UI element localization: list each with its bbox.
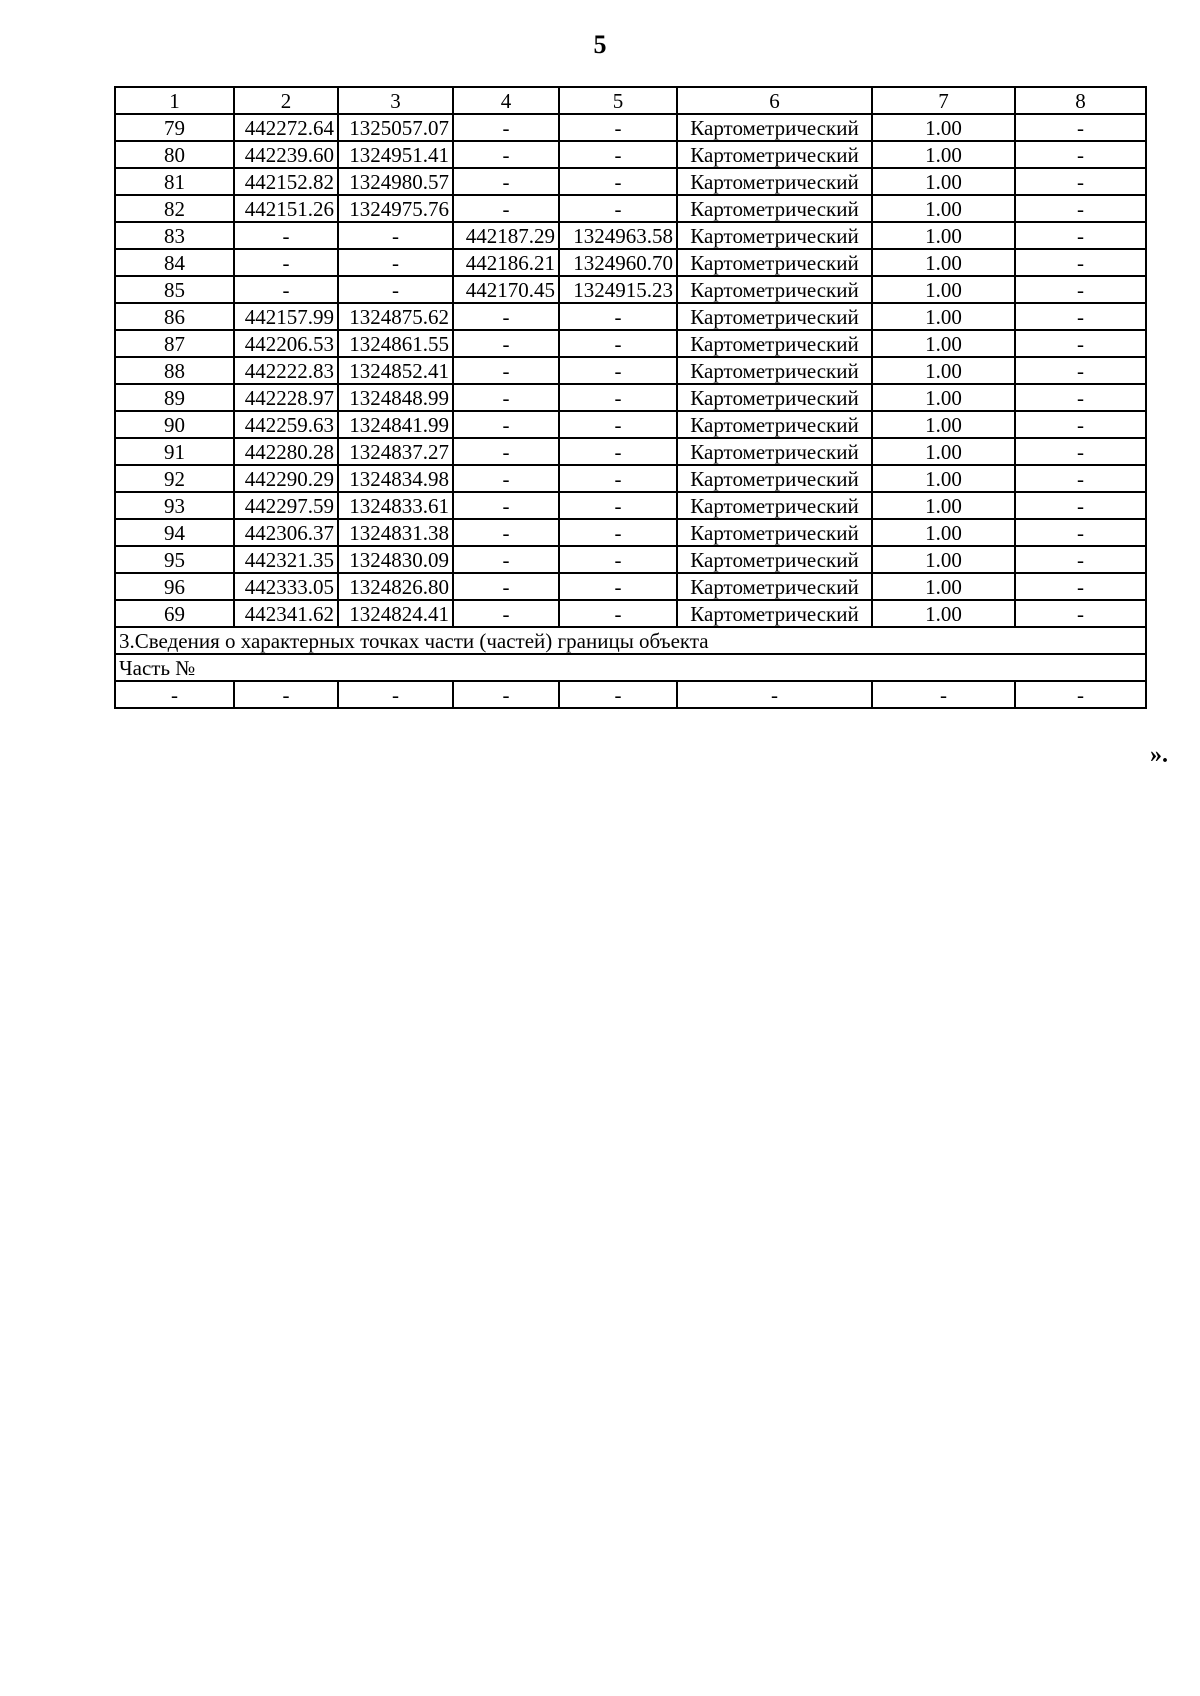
table-cell: 1.00	[872, 303, 1015, 330]
table-cell: Картометрический	[677, 438, 872, 465]
page-number: 5	[593, 30, 607, 59]
closing-quote-mark: ».	[1150, 742, 1168, 768]
table-cell: -	[559, 519, 677, 546]
table-cell: -	[559, 384, 677, 411]
table-cell: -	[1015, 465, 1146, 492]
table-cell: Картометрический	[677, 141, 872, 168]
table-cell: -	[559, 303, 677, 330]
table-cell: -	[559, 330, 677, 357]
table-cell: -	[453, 573, 559, 600]
table-cell: Картометрический	[677, 195, 872, 222]
table-cell: Картометрический	[677, 546, 872, 573]
table-cell: -	[1015, 573, 1146, 600]
table-cell: -	[234, 222, 338, 249]
table-cell: 1324848.99	[338, 384, 453, 411]
table-row	[115, 114, 1146, 141]
table-cell: 442157.99	[234, 303, 338, 330]
table-cell: -	[559, 195, 677, 222]
header-cell: 7	[872, 87, 1015, 114]
table-cell: -	[1015, 114, 1146, 141]
table-cell: 91	[115, 438, 234, 465]
table-cell: 86	[115, 303, 234, 330]
table-cell: 442333.05	[234, 573, 338, 600]
empty-cell: -	[115, 681, 234, 708]
table-cell: 1324875.62	[338, 303, 453, 330]
table-cell: 442239.60	[234, 141, 338, 168]
table-cell: 1.00	[872, 114, 1015, 141]
table-cell: 90	[115, 411, 234, 438]
table-cell: 1324963.58	[559, 222, 677, 249]
table-cell: 1.00	[872, 195, 1015, 222]
table-cell: -	[453, 519, 559, 546]
table-cell: 1.00	[872, 357, 1015, 384]
table-row	[115, 492, 1146, 519]
table-cell: -	[1015, 168, 1146, 195]
table-cell: 1324960.70	[559, 249, 677, 276]
table-cell: -	[1015, 492, 1146, 519]
part-label: Часть №	[115, 654, 1146, 681]
table-cell: 442297.59	[234, 492, 338, 519]
table-cell: 442306.37	[234, 519, 338, 546]
header-cell: 1	[115, 87, 234, 114]
part-label-row	[115, 654, 1146, 681]
table-row	[115, 384, 1146, 411]
table-cell: -	[338, 249, 453, 276]
table-cell: Картометрический	[677, 303, 872, 330]
part-section	[115, 627, 1146, 708]
header-row	[115, 87, 1146, 114]
table-cell: -	[1015, 600, 1146, 627]
table-cell: 80	[115, 141, 234, 168]
table-row	[115, 465, 1146, 492]
header-cell: 8	[1015, 87, 1146, 114]
table-cell: Картометрический	[677, 357, 872, 384]
table-cell: -	[559, 600, 677, 627]
table-row	[115, 195, 1146, 222]
header-cell: 4	[453, 87, 559, 114]
empty-cell: -	[872, 681, 1015, 708]
table-cell: Картометрический	[677, 519, 872, 546]
table-cell: 1324980.57	[338, 168, 453, 195]
table-cell: -	[453, 357, 559, 384]
table-cell: -	[453, 141, 559, 168]
table-cell: 442151.26	[234, 195, 338, 222]
table-cell: -	[559, 465, 677, 492]
table-row	[115, 411, 1146, 438]
table-cell: 442280.28	[234, 438, 338, 465]
table-cell: 1.00	[872, 465, 1015, 492]
table-cell: 442222.83	[234, 357, 338, 384]
coordinates-table	[114, 86, 1147, 709]
table-cell: -	[559, 168, 677, 195]
table-cell: -	[1015, 411, 1146, 438]
table-cell: Картометрический	[677, 465, 872, 492]
table-cell: 1.00	[872, 573, 1015, 600]
table-cell: 1324975.76	[338, 195, 453, 222]
table-cell: 69	[115, 600, 234, 627]
table-cell: 1324861.55	[338, 330, 453, 357]
table-cell: Картометрический	[677, 492, 872, 519]
table-row	[115, 600, 1146, 627]
table-cell: 1325057.07	[338, 114, 453, 141]
table-row	[115, 546, 1146, 573]
table-cell: 84	[115, 249, 234, 276]
table-cell: 95	[115, 546, 234, 573]
table-cell: 1324915.23	[559, 276, 677, 303]
table-cell: -	[559, 573, 677, 600]
table-cell: 1.00	[872, 438, 1015, 465]
table-cell: 442186.21	[453, 249, 559, 276]
table-cell: -	[1015, 222, 1146, 249]
table-cell: 442170.45	[453, 276, 559, 303]
empty-cell: -	[338, 681, 453, 708]
table-cell: 89	[115, 384, 234, 411]
section-title-row	[115, 627, 1146, 654]
table-row	[115, 141, 1146, 168]
table-cell: 82	[115, 195, 234, 222]
table-cell: 92	[115, 465, 234, 492]
table-cell: -	[453, 492, 559, 519]
table-cell: 1.00	[872, 276, 1015, 303]
empty-part-row	[115, 681, 1146, 708]
table-cell: -	[1015, 384, 1146, 411]
table-cell: -	[453, 330, 559, 357]
table-row	[115, 249, 1146, 276]
table-cell: 1324841.99	[338, 411, 453, 438]
table-cell: 1324826.80	[338, 573, 453, 600]
table-cell: -	[1015, 141, 1146, 168]
table-cell: 93	[115, 492, 234, 519]
empty-cell: -	[234, 681, 338, 708]
table-cell: -	[1015, 303, 1146, 330]
table-cell: -	[559, 141, 677, 168]
table-cell: 1324852.41	[338, 357, 453, 384]
table-cell: 442272.64	[234, 114, 338, 141]
table-cell: -	[559, 438, 677, 465]
table-cell: 1.00	[872, 600, 1015, 627]
header-cell: 6	[677, 87, 872, 114]
table-cell: 1.00	[872, 168, 1015, 195]
table-row	[115, 168, 1146, 195]
table-cell: 1.00	[872, 384, 1015, 411]
table-cell: -	[234, 249, 338, 276]
table-cell: -	[559, 492, 677, 519]
table-cell: -	[453, 465, 559, 492]
table-cell: -	[453, 384, 559, 411]
table-cell: 1.00	[872, 546, 1015, 573]
table-cell: 1324833.61	[338, 492, 453, 519]
table-cell: 1324837.27	[338, 438, 453, 465]
header-cell: 3	[338, 87, 453, 114]
table-cell: Картометрический	[677, 411, 872, 438]
table-cell: -	[1015, 330, 1146, 357]
table-cell: 442228.97	[234, 384, 338, 411]
table-cell: 96	[115, 573, 234, 600]
table-cell: 1.00	[872, 141, 1015, 168]
table-cell: -	[1015, 357, 1146, 384]
table-row	[115, 357, 1146, 384]
table-cell: Картометрический	[677, 600, 872, 627]
table-cell: -	[453, 114, 559, 141]
empty-cell: -	[677, 681, 872, 708]
table-cell: 1.00	[872, 492, 1015, 519]
table-cell: Картометрический	[677, 384, 872, 411]
table-cell: -	[234, 276, 338, 303]
table-row	[115, 222, 1146, 249]
table-row	[115, 276, 1146, 303]
table-cell: 442290.29	[234, 465, 338, 492]
table-cell: -	[1015, 249, 1146, 276]
table-cell: Картометрический	[677, 168, 872, 195]
table-cell: -	[1015, 276, 1146, 303]
section-title: 3.Сведения о характерных точках части (частей) границы объекта	[115, 627, 1146, 654]
table-cell: -	[453, 411, 559, 438]
table-row	[115, 438, 1146, 465]
table-cell: 442259.63	[234, 411, 338, 438]
table-cell: -	[338, 276, 453, 303]
table-cell: 1.00	[872, 519, 1015, 546]
table-cell: 87	[115, 330, 234, 357]
table-cell: -	[559, 411, 677, 438]
table-cell: -	[559, 357, 677, 384]
table-cell: -	[453, 195, 559, 222]
table-cell: -	[1015, 438, 1146, 465]
table-cell: 442187.29	[453, 222, 559, 249]
table-row	[115, 303, 1146, 330]
table-cell: 1324834.98	[338, 465, 453, 492]
table-cell: 88	[115, 357, 234, 384]
table-cell: -	[453, 303, 559, 330]
table-cell: 442321.35	[234, 546, 338, 573]
table-cell: 442152.82	[234, 168, 338, 195]
empty-cell: -	[453, 681, 559, 708]
table-cell: -	[1015, 195, 1146, 222]
table-cell: 1324951.41	[338, 141, 453, 168]
table-cell: Картометрический	[677, 330, 872, 357]
table-cell: 94	[115, 519, 234, 546]
header-cell: 2	[234, 87, 338, 114]
table-cell: -	[453, 438, 559, 465]
table-cell: 1324830.09	[338, 546, 453, 573]
table-cell: -	[559, 546, 677, 573]
table-cell: 1.00	[872, 411, 1015, 438]
table-cell: -	[1015, 519, 1146, 546]
table-cell: 1.00	[872, 222, 1015, 249]
table-cell: -	[338, 222, 453, 249]
table-cell: 1324824.41	[338, 600, 453, 627]
table-cell: 442206.53	[234, 330, 338, 357]
table-cell: -	[453, 600, 559, 627]
table-cell: 1324831.38	[338, 519, 453, 546]
table-cell: -	[453, 168, 559, 195]
table-row	[115, 573, 1146, 600]
table-row	[115, 519, 1146, 546]
table-cell: -	[1015, 546, 1146, 573]
table-cell: 1.00	[872, 249, 1015, 276]
table-cell: -	[453, 546, 559, 573]
table-cell: Картометрический	[677, 249, 872, 276]
table-cell: 442341.62	[234, 600, 338, 627]
table-cell: Картометрический	[677, 222, 872, 249]
table-cell: Картометрический	[677, 573, 872, 600]
table-cell: -	[559, 114, 677, 141]
table-row	[115, 330, 1146, 357]
table-cell: 1.00	[872, 330, 1015, 357]
table-cell: Картометрический	[677, 276, 872, 303]
empty-cell: -	[559, 681, 677, 708]
table-cell: 85	[115, 276, 234, 303]
table-cell: 79	[115, 114, 234, 141]
header-cell: 5	[559, 87, 677, 114]
empty-cell: -	[1015, 681, 1146, 708]
table-cell: 81	[115, 168, 234, 195]
table-body	[115, 87, 1146, 627]
table-cell: Картометрический	[677, 114, 872, 141]
table-cell: 83	[115, 222, 234, 249]
